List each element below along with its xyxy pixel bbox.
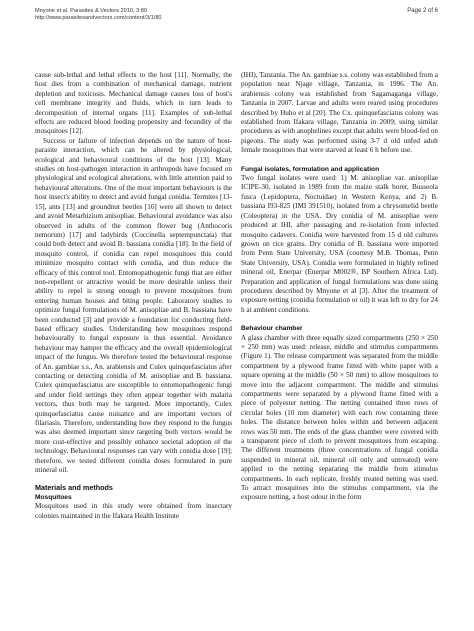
subheading-mosquitoes: Mosquitoes bbox=[35, 493, 72, 501]
running-header bbox=[35, 8, 162, 22]
subheading-fungal-isolates: Fungal isolates, formulation and application bbox=[241, 165, 380, 173]
paragraph-host-parasite: Success or failure of infection depends on the nature of host-parasite interaction, which can be altered by physiological, ecological and behavioural conditions of the host [13]. Many studies on host-pathogen interaction in arthropods have focused on physiological and ecological alterations, with little attention paid to behavioural alterations. One of the most important behaviours is the host insect's ability to detect and avoid fungal conidia. Termites [13-15], ants [13] and groundnut beetles [16] were all shown to detect and avoid Metarhizium anisopliae. Behavioural avoidance was also observed in adults of the common flower bug (Anthocoris nemorum) [17] and ladybirds (Coccinella septempunctata) that could both detect and avoid B. bassiana conidia [18]. In the field of mosquito control, if conidia can repel mosquitoes this could minimize mosquito contact with conidia, and thus reduce the efficacy of this control tool. Entomopathogenic fungi that are either non-repellent or attractive would be more desirable unless their ability to repel is strong enough to prevent mosquitoes from entering human houses and biting people. Laboratory studies to optimize fungal formulations of M. anisopliae and B. bassiana have been conducted [3] and provide a foundation for conducting field-based efficacy studies. Understanding how mosquitoes respond behaviourally to fungal exposure is thus essential. Avoidance behaviour may hamper the efficacy and the overall epidemiological impact of the fungus. We therefore tested the behavioural response of An. gambiae s.s., An. arabiensis and Culex quinquefasciatus after contacting or detecting conidia of M. anisopliae and B. bassiana. Culex quinquefasciatus are susceptible to entomopathogenic fungi and under field settings they often appear together with malaria vectors, thus both may be targeted. More importantly, Culex quinquefasciatus cause nuisance and are important vectors of filariasis. Therefore, understanding how they respond to the fungus was also deemed important since targeting both vectors would be more cost-effective and possibly enhance societal adoption of the technology. Behavioural responses can vary with conidia dose [19]; therefore, we tested different conidia doses formulated in pure mineral oil. bbox=[35, 136, 232, 475]
paragraph-host-effects: cause sub-lethal and lethal effects to the host [11]. Normally, the host dies from a combination of mechanical damage, nutrient depletion and toxicosis. Mechanical damage causes loss of host's cell membrane integrity and fluids, which in turn leads to decomposition of internal organs [11]. Examples of sub-lethal effects are reduced blood feeding propensity and fecundity of the mosquitoes [12]. bbox=[35, 71, 232, 136]
citation: Mnyone et al. Parasites & Vectors 2010, 3:80 bbox=[35, 8, 147, 14]
article-url[interactable]: http://www.parasitesandvectors.com/content/3/1/80 bbox=[35, 15, 162, 21]
left-column bbox=[35, 71, 232, 521]
paragraph-behaviour-chamber: A glass chamber with three equally sized compartments (250 × 250 × 250 mm) was used: release, middle and stimulus compartments (Figure 1). The release compartment was separated from the middle compartment by a plywood frame fitted with white paper with a square opening at the middle (50 × 50 mm) to allow mosquitoes to move into the adjacent compartment. The middle and stimulus compartments were separated by a plywood frame fitted with a piece of polyester netting. The netting contained three rows of circular holes (10 mm diameter) with each row containing three holes. The distance between holes within and between adjacent rows was 50 mm. The ends of the glass chamber were covered with a transparent piece of cloth to prevent mosquitoes from escaping. The different treatments (three concentrations of fungal conidia suspended in mineral oil, mineral oil only and untreated) were applied to the netting separating the middle from stimulus compartments. In each replicate, freshly treated netting was used. To attract mosquitoes into the stimulus compartment, via the exposure netting, a host odour in the form bbox=[241, 333, 438, 502]
right-column bbox=[241, 71, 438, 503]
paragraph-mosquitoes: Mosquitoes used in this study were obtained from insectary colonies maintained in the Ifakara Health Institute bbox=[35, 502, 232, 520]
paragraph-colonies: (IHI), Tanzania. The An. gambiae s.s. colony was established from a population near Njage village, Tanzania, in 1996. The An. arabiensis colony was established from Sagamaganga village, Tanzania in 2007. Larvae and adults were reared using procedures described by Huho et al [20]. The Cx. quinquefasciatus colony was established from Ifakara village, Tanzania in 2009; using similar procedures as with anophelines except that adults were blood-fed on pigeons. The study was performed using 3-7 d old unfed adult female mosquitoes that were starved at least 6 h before use. bbox=[241, 71, 438, 155]
paragraph-fungal-isolates: Two fungal isolates were used: 1) M. anisopliae var. anisopliae ICIPE-30, isolated in 1989 from the maize stalk borer, Busseola fusca (Lepidoptera, Noctuidae) in Western Kenya, and 2) B. bassiana I93-825 (IMI 391510), isolated from a chrysomelid beetle (Coleoptera) in the USA. Dry conidia of M. anisopliae were produced at IHI, after passaging and re-isolation from infected mosquito cadavers. Conidia were harvested from 15 d old cultures grown on rice grains. Dry conidia of B. bassiana were imported from Penn State University, USA (courtesy M.B. Thomas, Penn State University, USA). Conidia were formulated in highly refined mineral oil, Enerpar (Enerpar M002®, BP Southern Africa Ltd). Preparation and application of fungal formulations was done using procedures described by Mnyone et al [3]. After the treatment of exposure netting (conidia formulation or oil) it was left to dry for 24 h at ambient conditions. bbox=[241, 174, 438, 314]
section-heading-methods: Materials and methods bbox=[35, 483, 113, 493]
page-number: Page 2 of 6 bbox=[407, 8, 438, 14]
subheading-behaviour-chamber: Behaviour chamber bbox=[241, 325, 303, 333]
